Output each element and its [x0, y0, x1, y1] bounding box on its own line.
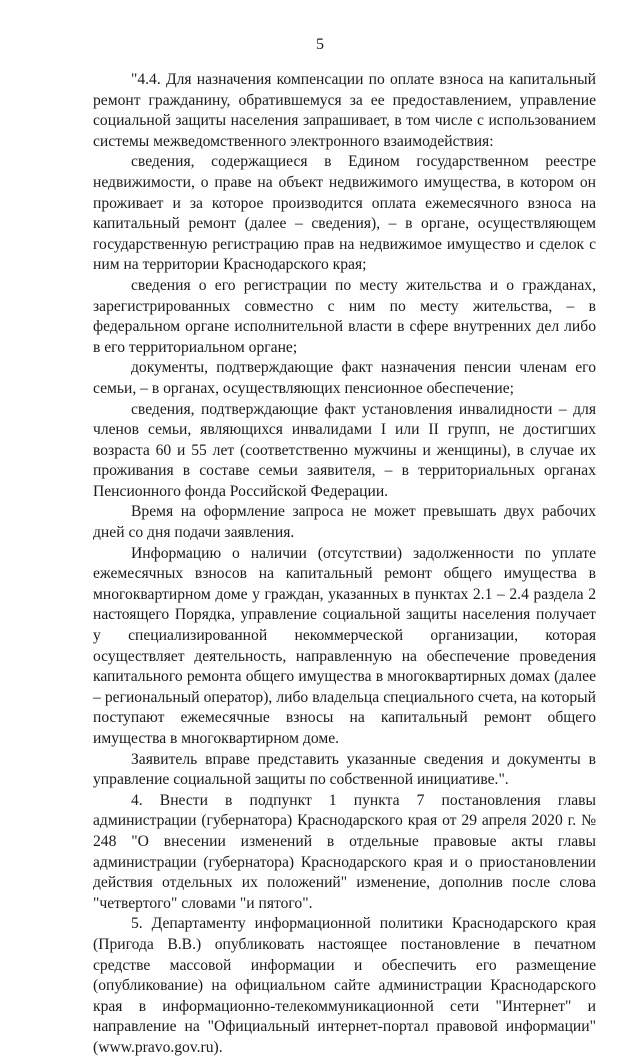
- paragraph-disability-info: сведения, подтверждающие факт установления инвалидности – для членов семьи, являющихся инвалидами I или II групп, не достигших возраста 60 и 55 лет (соответственно мужчины и женщины), в случае их проживания в составе семьи заявителя, – в территориальных органах Пенсионного фонда Российской Федерации.: [93, 400, 596, 500]
- paragraph-item-4: 4. Внести в подпункт 1 пункта 7 постановления главы администрации (губернатора) Краснодарского края от 29 апреля 2020 г. № 248 "О внесении изменений в отдельные правовые акты главы администрации (губернатора) Краснодарского края и о приостановлении действия отдельных их положений" изменение, дополнив после слова "четвертого" словами "и пятого".: [93, 791, 596, 912]
- paragraph-debt-info: Информацию о наличии (отсутствии) задолженности по уплате ежемесячных взносов на капитальный ремонт общего имущества в многоквартирном доме у граждан, указанных в пунктах 2.1 – 2.4 раздела 2 настоящего Порядка, управление социальной защиты населения получает у специализированной некоммерческой организации, которая осуществляет деятельность, направленную на обеспечение проведения капитального ремонта общего имущества в многоквартирных домах (далее – региональный оператор), либо владельца специального счета, на который поступают ежемесячные взносы на капитальный ремонт общего имущества в многоквартирном доме.: [93, 544, 596, 747]
- document-body: [93, 70, 596, 1059]
- page-number: 5: [316, 36, 324, 53]
- paragraph-real-estate-registry: сведения, содержащиеся в Едином государственном реестре недвижимости, о праве на объект недвижимого имущества, в котором он проживает и за которое производится оплата ежемесячного взноса на капитальный ремонт (далее – сведения), – в органе, осуществляющем государственную регистрацию прав на недвижимое имущество и сделок с ним на территории Краснодарского края;: [93, 153, 596, 274]
- paragraph-applicant-right: Заявитель вправе представить указанные сведения и документы в управление социальной защиты по собственной инициативе.".: [93, 750, 596, 789]
- paragraph-residence-registration: сведения о его регистрации по месту жительства и о гражданах, зарегистрированных совместно с ним по месту жительства, – в федеральном органе исполнительной власти в сфере внутренних дел либо в его территориальном органе;: [93, 276, 596, 356]
- paragraph-4-4-intro: "4.4. Для назначения компенсации по оплате взноса на капитальный ремонт гражданину, обратившемуся за ее предоставлением, управление социальной защиты населения запрашивает, в том числе с использованием системы межведомственного электронного взаимодействия:: [93, 71, 596, 150]
- paragraph-item-5: 5. Департаменту информационной политики Краснодарского края (Пригода В.В.) опубликовать настоящее постановление в печатном средстве массовой информации и обеспечить его размещение (опубликование) на официальном сайте администрации Краснодарского края в информационно-телекоммуникационной сети "Интернет" и направление на "Официальный интернет-портал правовой информации" (www.pravo.gov.ru).: [93, 915, 596, 1056]
- paragraph-request-time: Время на оформление запроса не может превышать двух рабочих дней со дня подачи заявления.: [93, 503, 596, 542]
- paragraph-pension-documents: документы, подтверждающие факт назначения пенсии членам его семьи, – в органах, осуществляющих пенсионное обеспечение;: [93, 359, 596, 397]
